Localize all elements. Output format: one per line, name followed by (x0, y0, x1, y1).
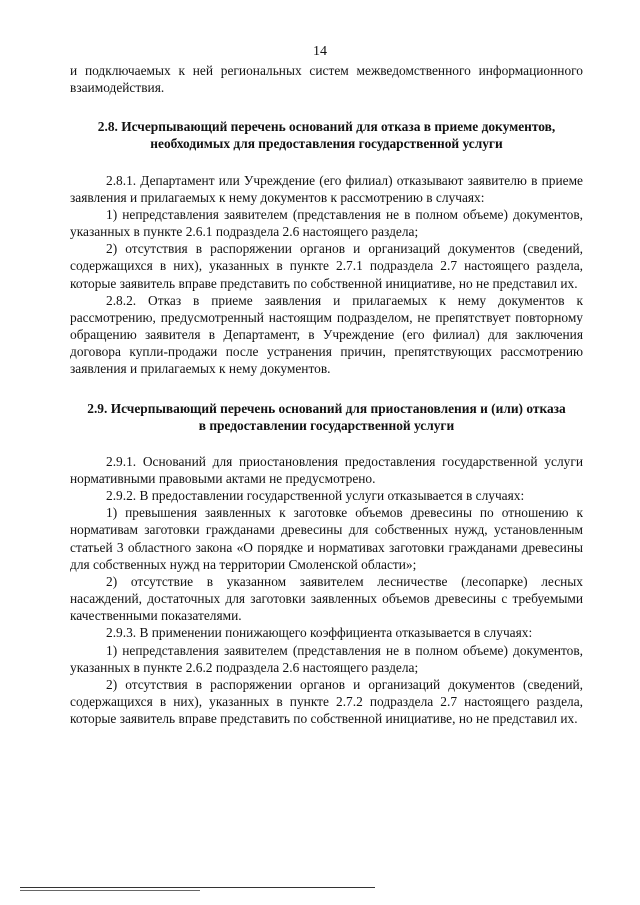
spacer (70, 153, 583, 172)
spacer (70, 434, 583, 453)
paragraph-2-8-2: 2.8.2. Отказ в приеме заявления и прилагаемых к нему документов к рассмотрению, предусмотренный настоящим подразделом, не препятствует повторному обращению заявителя в Департамент, в Учреждение (его филиал) для заключения договора купли-продажи после устранения причин, препятствующих рассмотрению заявления и прилагаемых к нему документов. (70, 292, 583, 377)
footer-rule-secondary (20, 890, 200, 891)
spacer (70, 378, 583, 400)
footer-rule (20, 887, 375, 888)
section-2-8-heading-line1: 2.8. Исчерпывающий перечень оснований для отказа в приеме документов, (97, 119, 556, 135)
page-number: 14 (313, 44, 327, 59)
paragraph-2-9-3: 2.9.3. В применении понижающего коэффициента отказывается в случаях: (106, 625, 533, 641)
section-2-8-heading-line2: необходимых для предоставления государственной услуги (150, 136, 503, 152)
list-item: 1) непредставления заявителем (представления не в полном объеме) документов, указанных в пункте 2.6.2 подраздела 2.6 настоящего раздела; (70, 642, 583, 675)
intro-paragraph: и подключаемых к ней региональных систем межведомственного информационного взаимодействия. (70, 63, 583, 96)
list-item: 1) превышения заявленных к заготовке объемов древесины по отношению к нормативам заготовки гражданами древесины для собственных нужд, установленным статьей 3 областного закона «О порядке и нормативах заготовки гражданами древесины для собственных нужд на территории Смоленской области»; (70, 505, 583, 572)
section-2-8 (70, 118, 583, 377)
section-2-8-heading (70, 118, 583, 152)
list-item: 1) непредставления заявителем (представления не в полном объеме) документов, указанных в пункте 2.6.1 подраздела 2.6 настоящего раздела; (70, 206, 583, 240)
spacer (70, 96, 583, 118)
paragraph-2-9-1: 2.9.1. Оснований для приостановления предоставления государственной услуги нормативными правовыми актами не предусмотрено. (70, 453, 583, 486)
section-2-9-heading (70, 400, 583, 434)
paragraph-2-9-2: 2.9.2. В предоставлении государственной услуги отказывается в случаях: (106, 488, 525, 504)
list-item: 2) отсутствия в распоряжении органов и организаций документов (сведений, содержащихся в них), указанных в пункте 2.7.2 подраздела 2.7 настоящего раздела, которые заявитель вправе представить по собственной инициативе, но не представил их. (70, 676, 583, 727)
section-2-9 (70, 400, 583, 728)
page-content (70, 62, 583, 727)
paragraph-2-8-1: 2.8.1. Департамент или Учреждение (его филиал) отказывают заявителю в приеме заявления и прилагаемых к нему документов к рассмотрению в случаях: (70, 172, 583, 205)
section-2-9-heading-line2: в предоставлении государственной услуги (198, 417, 455, 433)
list-item: 2) отсутствие в указанном заявителем лесничестве (лесопарке) лесных насаждений, достаточных для заготовки заявленных объемов древесины с требуемыми качественными показателями. (70, 573, 583, 624)
section-2-9-heading-line1: 2.9. Исчерпывающий перечень оснований для приостановления и (или) отказа (87, 400, 566, 416)
list-item: 2) отсутствия в распоряжении органов и организаций документов (сведений, содержащихся в них), указанных в пункте 2.7.1 подраздела 2.7 настоящего раздела, которые заявитель вправе представить по собственной инициативе, но не представил их. (70, 241, 583, 291)
